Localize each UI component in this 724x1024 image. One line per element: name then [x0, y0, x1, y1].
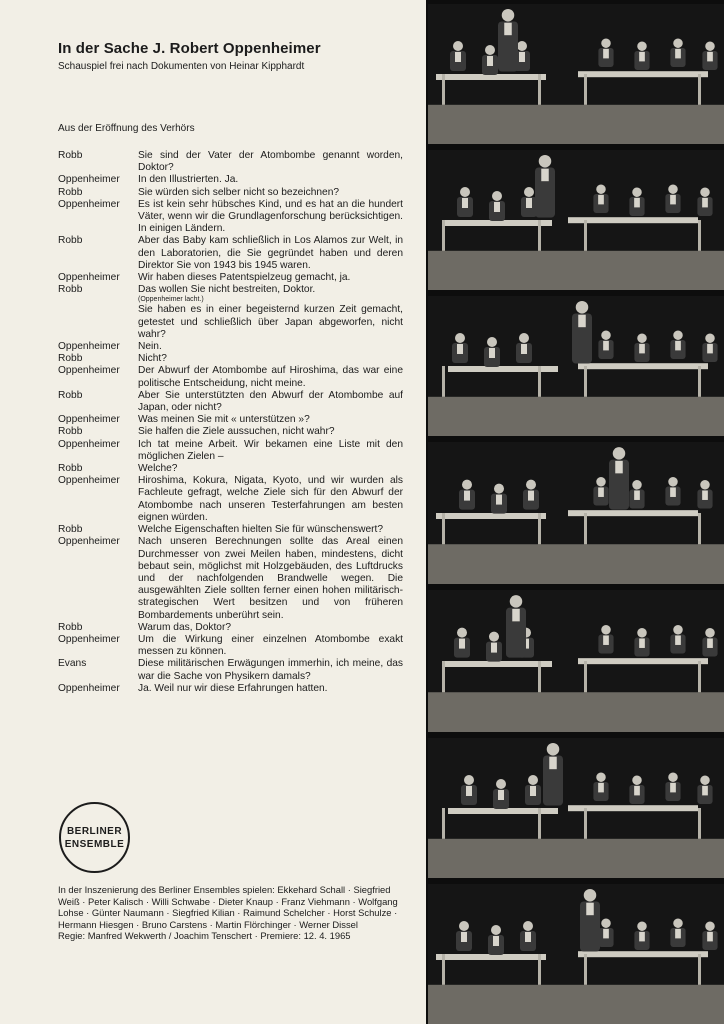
speech-text-block	[138, 353, 403, 365]
photo-hearing-scene-6	[428, 738, 724, 878]
speech-text-block	[138, 272, 403, 284]
speech-text-block	[138, 475, 403, 524]
dialogue-line	[58, 524, 403, 536]
speaker-name: Oppenheimer	[58, 341, 120, 353]
dialogue-line	[58, 199, 403, 236]
speech-text: Es ist kein sehr hübsches Kind, und es hat an die hundert Väter, wenn wir die Grundlagenforschung berücksichtigen. In einigen Ländern.	[138, 198, 403, 235]
speech-text: Diese militärischen Erwägungen immerhin, ich meine, das war die Sache von Physikern damals?	[138, 658, 403, 682]
speech-text-block	[138, 199, 403, 236]
dialogue-line	[58, 426, 403, 438]
dialogue-line	[58, 341, 403, 353]
dialogue-line	[58, 187, 403, 199]
speech-text: Um die Wirkung einer einzelnen Atombombe exakt messen zu können.	[138, 633, 403, 658]
direction-premiere: Regie: Manfred Wekwerth / Joachim Tenschert · Premiere: 12. 4. 1965	[58, 930, 351, 942]
speaker-name: Robb	[58, 524, 83, 536]
stage-floor	[428, 839, 724, 878]
table	[568, 510, 698, 516]
speech-text: Der Abwurf der Atombombe auf Hiroshima, das war eine politische Entscheidung, nicht meine.	[138, 365, 403, 389]
table	[442, 661, 552, 667]
photo-hearing-scene-1	[428, 4, 724, 144]
photo-hearing-scene-3	[428, 296, 724, 436]
speech-text-block	[138, 341, 403, 353]
photo-hearing-scene-7	[428, 884, 724, 1024]
table	[568, 805, 698, 811]
dialogue-line	[58, 683, 403, 695]
dialogue-line	[58, 235, 403, 272]
speech-text: Nein.	[138, 341, 162, 353]
dialogue-line	[58, 365, 403, 389]
table	[578, 71, 708, 77]
speech-text: Ich tat meine Arbeit. Wir bekamen eine Liste mit den möglichen Zielen –	[138, 438, 403, 462]
speaker-name: Oppenheimer	[58, 414, 120, 426]
speaker-name: Oppenheimer	[58, 475, 120, 487]
photo-hearing-scene-4	[428, 442, 724, 584]
table	[578, 951, 708, 957]
dialogue-line	[58, 272, 403, 284]
speaker-name: Oppenheimer	[58, 682, 120, 694]
speech-text-block	[138, 683, 403, 695]
table	[578, 658, 708, 664]
stage-direction: (Oppenheimer lacht.)	[138, 296, 204, 304]
speech-text-block	[138, 284, 403, 304]
speech-text-block	[138, 658, 403, 682]
dialogue-line	[58, 463, 403, 475]
speech-text-block	[138, 634, 403, 658]
speaker-name: Oppenheimer	[58, 174, 120, 186]
stage-floor	[428, 251, 724, 290]
table	[448, 366, 558, 372]
photo-column	[426, 0, 724, 1024]
speaker-name: Oppenheimer	[58, 272, 120, 284]
speech-text: Aber das Baby kam schließlich in Los Alamos zur Welt, in den Laboratorien, die Sie gegründet haben und deren Direktor Sie von 1943 bis 1945 waren.	[138, 235, 403, 271]
speaker-name: Robb	[58, 463, 83, 475]
dialogue-line	[58, 634, 403, 658]
credits	[58, 884, 403, 942]
speech-text-block	[138, 187, 403, 199]
section-heading: Aus der Eröffnung des Verhörs	[58, 123, 195, 134]
speaker-name: Oppenheimer	[58, 633, 120, 645]
speaker-name: Oppenheimer	[58, 536, 120, 548]
speech-text: Hiroshima, Kokura, Nigata, Kyoto, und wir wurden als Fachleute gefragt, welche Ziele sich für den Abwurf der Atombombe nach unseren Testerfahrungen am besten eignen würden.	[138, 475, 403, 523]
table	[578, 363, 708, 369]
speech-text: Sie sind der Vater der Atombombe genannt worden, Doktor?	[138, 150, 403, 174]
dialogue-transcript	[58, 150, 403, 695]
speech-text-block	[138, 463, 403, 475]
photo-hearing-scene-5	[428, 590, 724, 732]
speaker-name: Evans	[58, 658, 87, 670]
speech-text-block	[138, 536, 403, 621]
speech-text: Was meinen Sie mit « unterstützen »?	[138, 414, 310, 426]
speech-text-block	[138, 365, 403, 389]
speaker-name: Robb	[58, 284, 83, 296]
speech-text-block	[138, 235, 403, 272]
speech-text: Aber Sie unterstützten den Abwurf der Atombombe auf Japan, oder nicht?	[138, 389, 403, 414]
table	[568, 217, 698, 223]
speech-text-block	[138, 390, 403, 414]
stage-floor	[428, 397, 724, 436]
table	[436, 513, 546, 519]
speaker-name: Robb	[58, 389, 83, 401]
stage-floor	[428, 105, 724, 144]
speaker-name: Robb	[58, 353, 83, 365]
logo-line: ENSEMBLE	[64, 838, 125, 850]
speech-text-block	[138, 414, 403, 426]
speaker-name: Robb	[58, 235, 83, 247]
dialogue-line	[58, 475, 403, 524]
speech-text: Sie würden sich selber nicht so bezeichnen?	[138, 186, 340, 198]
speech-text: Warum das, Doktor?	[138, 621, 232, 633]
dialogue-line	[58, 622, 403, 634]
dialogue-line	[58, 390, 403, 414]
speech-text: Nach unseren Berechnungen sollte das Areal einen Durchmesser von zwei Meilen haben, mindestens, dicht bebaut sein, möglichst mit Holzgebäuden, des Luftdrucks und der nachfolgenden Brandwelle wegen. Die ausgewählten Ziele sollten ferner einen hohen militärisch-strategischen Wert besitzen und von früheren Bombardements unberührt sein.	[138, 536, 403, 621]
speaker-name: Oppenheimer	[58, 438, 120, 450]
speech-text: Nicht?	[138, 353, 167, 365]
speech-text: Sie halfen die Ziele aussuchen, nicht wahr?	[138, 426, 335, 438]
speaker-name: Robb	[58, 426, 83, 438]
speaker-name: Robb	[58, 150, 83, 161]
dialogue-line	[58, 414, 403, 426]
speech-text: Ja. Weil nur wir diese Erfahrungen hatten.	[138, 682, 328, 694]
dialogue-line	[58, 150, 403, 174]
dialogue-line	[58, 536, 403, 621]
speaker-name: Robb	[58, 186, 83, 198]
speaker-name: Oppenheimer	[58, 365, 120, 377]
dialogue-line	[58, 304, 403, 341]
speech-text-block	[138, 150, 403, 174]
speech-text-block	[138, 426, 403, 438]
speech-text: Welche?	[138, 463, 178, 475]
berliner-ensemble-logo	[59, 802, 130, 873]
photo-hearing-scene-2	[428, 150, 724, 290]
dialogue-line	[58, 658, 403, 682]
cast-list: In der Inszenierung des Berliner Ensembles spielen: Ekkehard Schall · Siegfried Weiß · Peter Kalisch · Willi Schwabe · Dieter Knaup · Franz Viehmann · Wolfgang Lohse · Günter Naumann · Siegfried Kilian · Raimund Schelcher · Horst Schulze · Hermann Hiesgen · Bruno Carstens · Martin Flörchinger · Werner Dissel	[58, 884, 398, 930]
speaker-name: Robb	[58, 621, 83, 633]
dialogue-line	[58, 174, 403, 186]
stage-floor	[428, 985, 724, 1024]
speech-text-block	[138, 304, 403, 341]
speech-text: In den Illustrierten. Ja.	[138, 174, 239, 186]
speaker-name	[58, 304, 138, 341]
speech-text-block	[138, 622, 403, 634]
dialogue-line	[58, 284, 403, 304]
speech-text: Sie haben es in einer begeisternd kurzen Zeit gemacht, getestet und schließlich über Japan abgeworfen, nicht wahr?	[138, 304, 403, 340]
speaker-name: Oppenheimer	[58, 198, 120, 210]
speech-text: Das wollen Sie nicht bestreiten, Doktor.	[138, 284, 316, 296]
speech-text-block	[138, 524, 403, 536]
speech-text: Wir haben dieses Patentspielzeug gemacht, ja.	[138, 272, 351, 284]
stage-floor	[428, 692, 724, 732]
speech-text-block	[138, 439, 403, 463]
dialogue-line	[58, 439, 403, 463]
stage-floor	[428, 544, 724, 584]
speech-text: Welche Eigenschaften hielten Sie für wünschenswert?	[138, 524, 384, 536]
page-subtitle: Schauspiel frei nach Dokumenten von Heinar Kipphardt	[58, 61, 305, 72]
dialogue-line	[58, 353, 403, 365]
speech-text-block	[138, 174, 403, 186]
page-title: In der Sache J. Robert Oppenheimer	[58, 40, 321, 57]
logo-line: BERLINER	[66, 825, 123, 837]
